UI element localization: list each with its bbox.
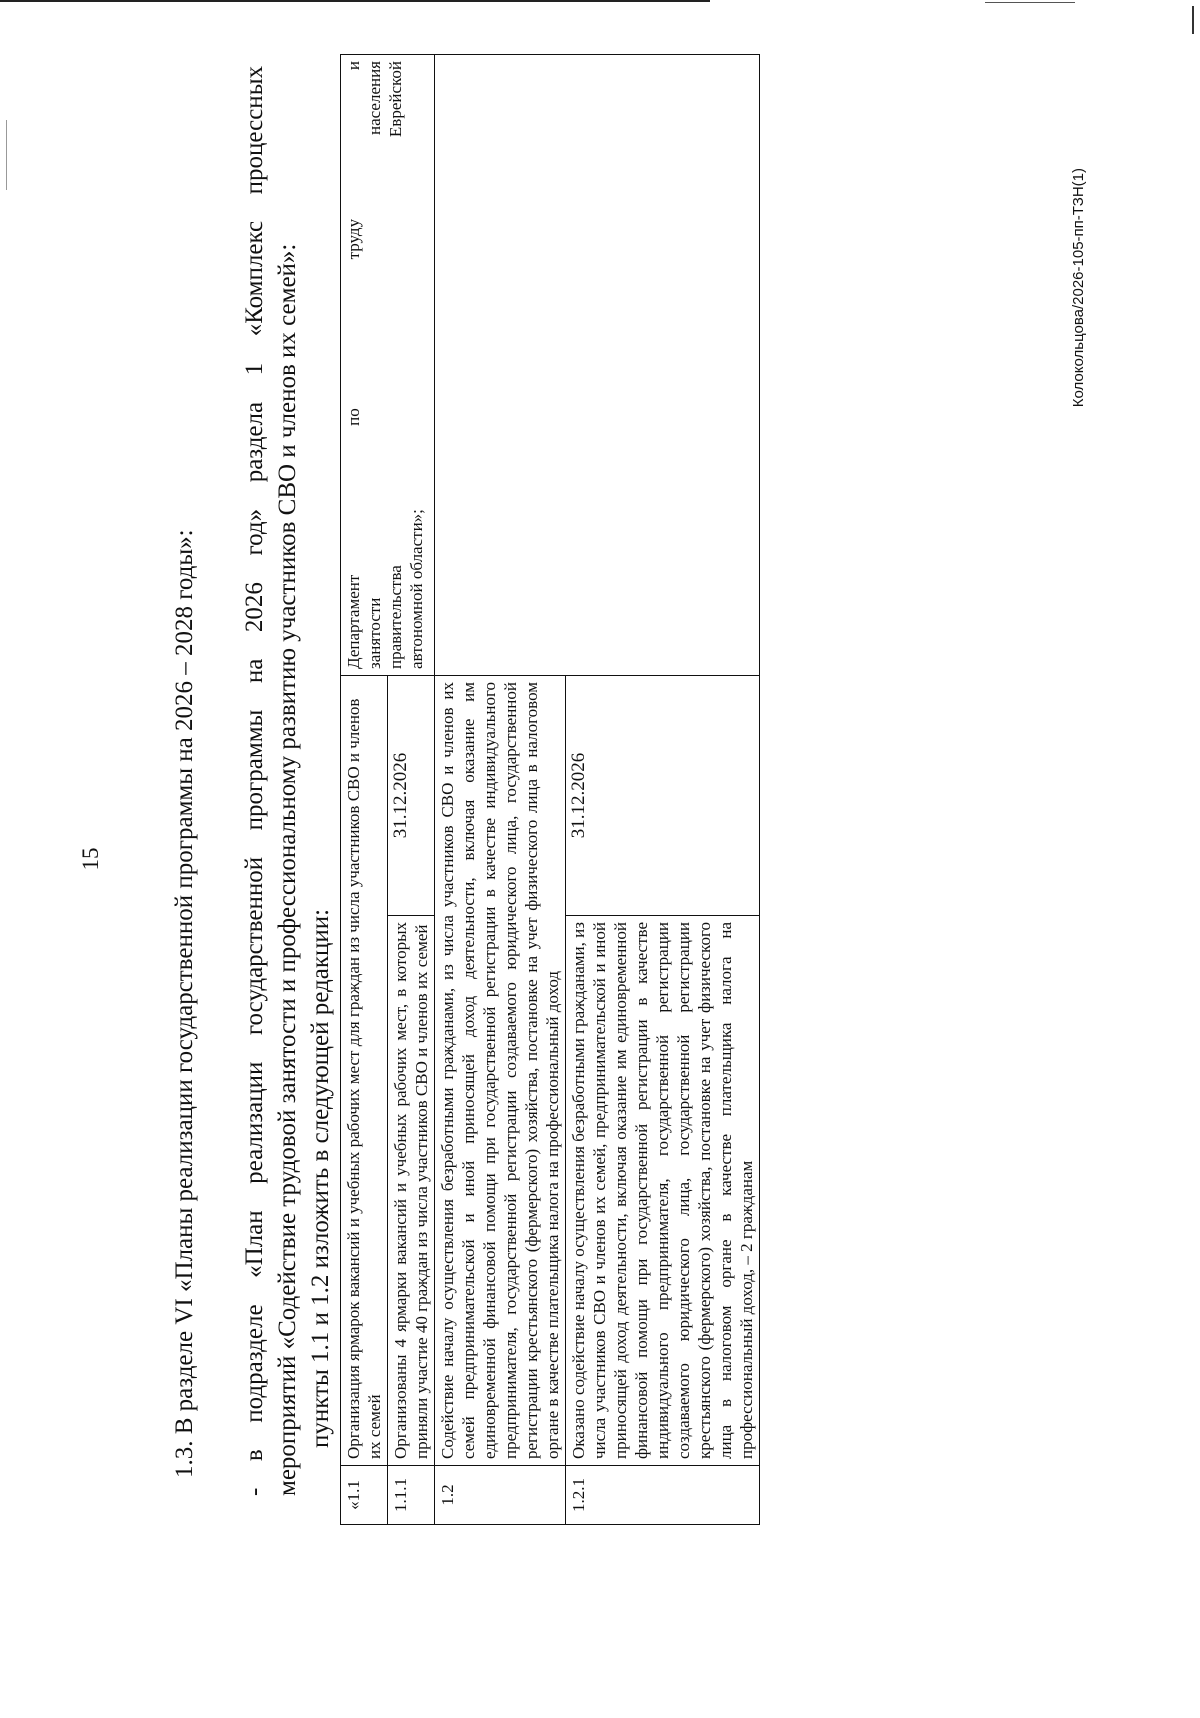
- row-deadline: 31.12.2026: [388, 675, 435, 915]
- responsible-cell: [341, 54, 435, 675]
- row-description: Содействие началу осуществления безработными гражданами, из числа участников СВО и членов их семей предпринимательской и иной приносящей доход деятельности, включая оказание им единовременной финансовой помощи при государственной регистрации в качестве индивидуального предпринимателя, государственной регистрации создаваемого юридического лица, государственной регистрации крестьянского (фермерского) хозяйства, постановке на учет физического лица в налоговом органе в качестве плательщика налога на профессиональный доход: [435, 675, 566, 1465]
- row-number: 1.1.1: [388, 1466, 435, 1525]
- subsection-line-1: - в подразделе «План реализации государственной программы на 2026 год» раздела 1 «Комплекс процессных: [241, 66, 268, 1496]
- row-number: 1.2: [435, 1466, 566, 1525]
- row-deadline: 31.12.2026: [566, 675, 760, 915]
- table-row-1-2: [435, 54, 566, 1524]
- row-description: Организованы 4 ярмарки вакансий и учебных рабочих мест, в которых приняли участие 40 граждан из числа участников СВО и членов их семей: [388, 916, 435, 1466]
- subsection-line-3: пункты 1.1 и 1.2 изложить в следующей редакции:: [307, 908, 334, 1448]
- row-description: Оказано содействие началу осуществления безработными гражданами, из числа участников СВО и членов их семей, предпринимательской и иной приносящей доход деятельности, включая оказание им единовременной финансовой помощи при государственной регистрации в качестве индивидуального предпринимателя, государственной регистрации создаваемого юридического лица, государственной регистрации крестьянского (фермерского) хозяйства, постановке на учет физического лица в налоговом органе в качестве плательщика налога на профессиональный доход, – 2 гражданам: [566, 916, 760, 1466]
- responsible-line-3: правительства Еврейской: [386, 60, 405, 669]
- section-heading: 1.3. В разделе VI «Планы реализации государственной программы на 2026 – 2028 годы»:: [171, 529, 198, 1478]
- row-number: 1.2.1: [566, 1466, 760, 1525]
- plan-table: [340, 54, 760, 1525]
- document-code: Колокольцова/2026-105-пп-ТЗН(1): [1070, 168, 1087, 408]
- row-description: Организация ярмарок вакансий и учебных рабочих мест для граждан из числа участников СВО и членов их семей: [341, 675, 388, 1465]
- responsible-line-4: автономной области»;: [407, 509, 426, 669]
- responsible-line-1: Департамент по труду и: [344, 60, 363, 669]
- page-number: 15: [78, 847, 103, 871]
- table-row-1-1: [341, 54, 388, 1524]
- row-number: «1.1: [341, 1466, 388, 1525]
- responsible-line-2: занятости населения: [365, 60, 384, 669]
- subsection-line-2: мероприятий «Содействие трудовой занятости и профессиональному развитию участников СВО и членов их семей»:: [274, 243, 301, 1496]
- empty-responsible-cell: [435, 54, 760, 675]
